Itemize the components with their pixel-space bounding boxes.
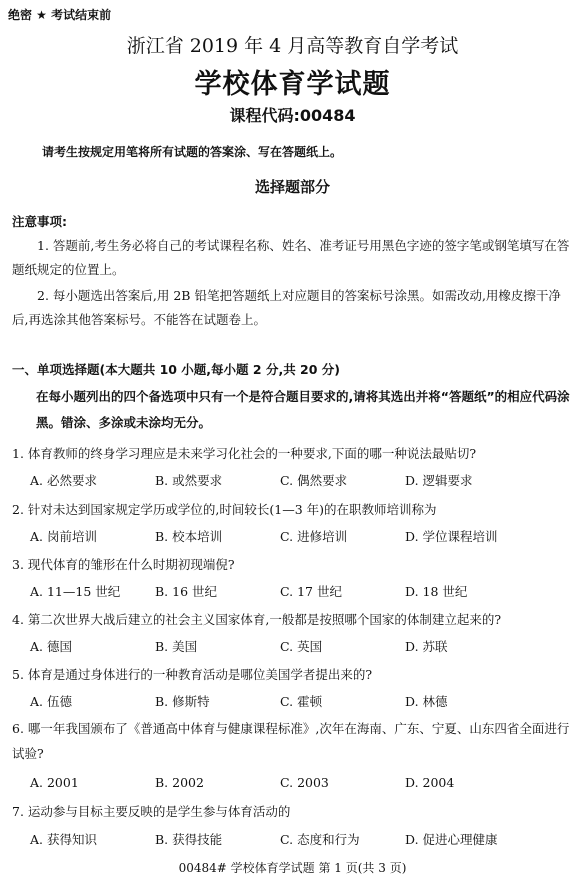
option-c: C. 偶然要求 <box>280 473 348 488</box>
question-options <box>30 637 570 655</box>
option-b: B. 16 世纪 <box>155 584 218 599</box>
option-c: C. 霍顿 <box>280 694 323 709</box>
option-b: B. 美国 <box>155 639 198 654</box>
general-instruction: 请考生按规定用笔将所有试题的答案涂、写在答题纸上。 <box>42 145 343 159</box>
option-c: C. 态度和行为 <box>280 832 360 847</box>
course-code: 课程代码:00484 <box>229 106 356 125</box>
option-c: C. 17 世纪 <box>280 584 342 599</box>
option-d: D. 促进心理健康 <box>405 832 498 847</box>
part-instruction: 在每小题列出的四个备选项中只有一个是符合题目要求的,请将其选出并将“答题纸”的相应代码涂黑。错涂、多涂或未涂均无分。 <box>36 389 570 430</box>
option-b: B. 获得技能 <box>155 832 223 847</box>
option-d: D. 林德 <box>405 694 448 709</box>
question-options <box>30 582 570 600</box>
question-options <box>30 830 570 848</box>
question-options <box>30 775 570 790</box>
option-b: B. 或然要求 <box>155 473 223 488</box>
option-b: B. 2002 <box>155 775 204 790</box>
option-d: D. 18 世纪 <box>405 584 468 599</box>
option-a: A. 11—15 世纪 <box>30 584 121 599</box>
option-c: C. 进修培训 <box>280 529 348 544</box>
question-stem: 6. 哪一年我国颁布了《普通高中体育与健康课程标准》,次年在海南、广东、宁夏、山东四省全面进行试验? <box>12 721 570 761</box>
option-a: A. 必然要求 <box>30 473 97 488</box>
confidential-label: 绝密 ★ 考试结束前 <box>8 8 112 22</box>
page-footer: 00484# 学校体育学试题 第 1 页(共 3 页) <box>178 861 407 875</box>
section-title: 选择题部分 <box>254 178 330 196</box>
option-a: A. 2001 <box>30 775 79 790</box>
question-options <box>30 471 570 489</box>
option-d: D. 苏联 <box>405 639 448 654</box>
option-c: C. 英国 <box>280 639 323 654</box>
option-a: A. 岗前培训 <box>30 529 97 544</box>
part-heading: 一、单项选择题(本大题共 10 小题,每小题 2 分,共 20 分) <box>12 362 341 377</box>
question-stem: 4. 第二次世界大战后建立的社会主义国家体育,一般都是按照哪个国家的体制建立起来的? <box>12 612 502 627</box>
question-stem: 7. 运动参与目标主要反映的是学生参与体育活动的 <box>12 804 291 819</box>
question-stem: 1. 体育教师的终身学习理应是未来学习化社会的一种要求,下面的哪一种说法最贴切? <box>12 446 477 461</box>
note-item: 1. 答题前,考生务必将自己的考试课程名称、姓名、准考证号用黑色字迹的签字笔或钢笔填写在答题纸规定的位置上。 <box>12 238 570 277</box>
question-options <box>30 527 570 545</box>
option-a: A. 获得知识 <box>30 832 97 847</box>
option-c: C. 2003 <box>280 775 329 790</box>
note-item: 2. 每小题选出答案后,用 2B 铅笔把答题纸上对应题目的答案标号涂黑。如需改动,用橡皮擦干净后,再选涂其他答案标号。不能答在试题卷上。 <box>12 288 561 327</box>
exam-title: 浙江省 2019 年 4 月高等教育自学考试 <box>126 35 459 57</box>
notes-heading: 注意事项: <box>12 214 67 229</box>
question-options <box>30 692 570 710</box>
question-stem: 3. 现代体育的雏形在什么时期初现端倪? <box>12 557 235 572</box>
option-a: A. 伍德 <box>30 694 72 709</box>
option-b: B. 校本培训 <box>155 529 223 544</box>
option-b: B. 修斯特 <box>155 694 210 709</box>
question-stem: 5. 体育是通过身体进行的一种教育活动是哪位美国学者提出来的? <box>12 667 373 682</box>
option-d: D. 2004 <box>405 775 455 790</box>
option-d: D. 逻辑要求 <box>405 473 473 488</box>
option-d: D. 学位课程培训 <box>405 529 498 544</box>
option-a: A. 德国 <box>30 639 72 654</box>
question-stem: 2. 针对未达到国家规定学历或学位的,时间较长(1—3 年)的在职教师培训称为 <box>12 502 437 517</box>
subject-title: 学校体育学试题 <box>194 69 391 100</box>
